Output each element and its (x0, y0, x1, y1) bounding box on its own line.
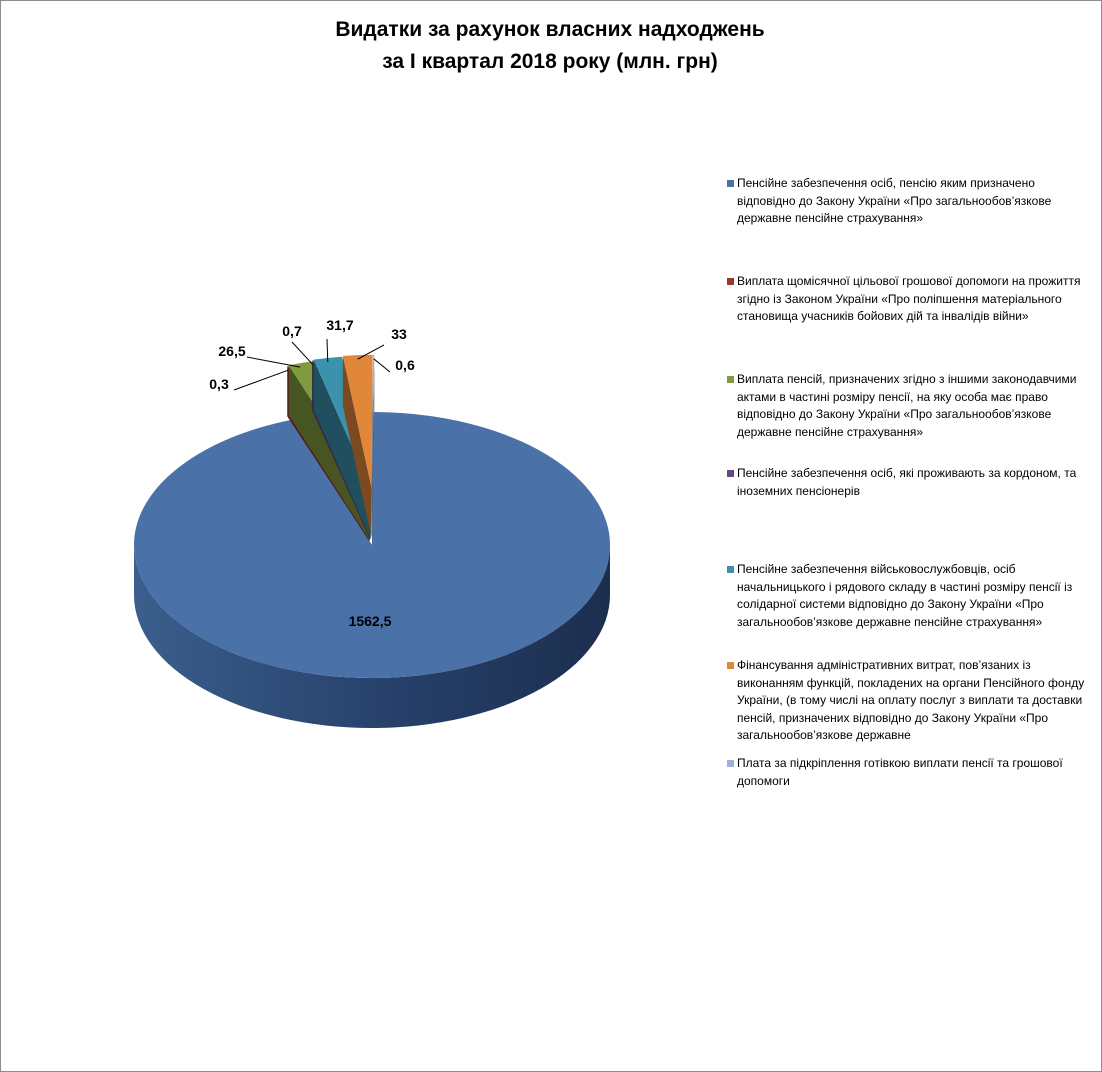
legend-label: Плата за підкріплення готівкою виплати пенсії та грошової допомоги (737, 756, 1063, 788)
data-label: 0,7 (282, 323, 302, 339)
legend-swatch (727, 760, 734, 767)
data-label: 1562,5 (348, 613, 392, 629)
legend-label: Пенсійне забезпечення осіб, які проживають за кордоном, та іноземних пенсіонерів (737, 466, 1077, 498)
legend-label: Фінансування адміністративних витрат, пов’язаних із виконанням функцій, покладених на органи Пенсійного фонду України, (в тому числі на оплату послуг з виплати та доставки пенсій, призначених відповідно до Закону України «Про загальнообов’язкове державне (737, 658, 1085, 742)
legend-item (727, 657, 1095, 745)
legend-swatch (727, 278, 734, 285)
data-label: 0,6 (395, 357, 415, 373)
legend-item (727, 175, 1095, 228)
chart-title-line-2: за І квартал 2018 року (млн. грн) (382, 50, 718, 73)
legend-item (727, 465, 1095, 500)
legend-label: Виплата пенсій, призначених згідно з іншими законодавчими актами в частині розміру пенсії, на яку особа має право відповідно до Закону України «Про загальнообов’язкове державне пенсійне страхування» (737, 372, 1077, 439)
leader-line (247, 357, 300, 367)
legend-item (727, 371, 1095, 441)
data-label: 26,5 (218, 343, 246, 359)
legend-swatch (727, 180, 734, 187)
legend-swatch (727, 376, 734, 383)
legend-swatch (727, 470, 734, 477)
chart-title-line-1: Видатки за рахунок власних надходжень (335, 18, 765, 41)
legend-label: Виплата щомісячної цільової грошової допомоги на прожиття згідно із Законом України «Про поліпшення матеріального становища учасників бойових дій та інвалідів війни» (737, 274, 1081, 323)
leader-line (374, 359, 390, 372)
legend-label: Пенсійне забезпечення військовослужбовців, осіб начальницького і рядового складу в частині розміру пенсії із солідарної системи відповідно до Закону України «Про загальнообов’язкове державне пенсійне страхування» (737, 562, 1073, 629)
data-label: 33 (391, 326, 407, 342)
leader-line (234, 370, 288, 390)
legend-item (727, 561, 1095, 631)
data-label: 31,7 (326, 317, 354, 333)
legend-swatch (727, 662, 734, 669)
leader-line (292, 342, 313, 364)
data-label: 0,3 (209, 376, 229, 392)
legend-item (727, 273, 1095, 326)
legend-swatch (727, 566, 734, 573)
legend-item (727, 755, 1095, 790)
legend-label: Пенсійне забезпечення осіб, пенсію яким призначено відповідно до Закону України «Про загальнообов’язкове державне пенсійне страхування» (737, 176, 1052, 225)
